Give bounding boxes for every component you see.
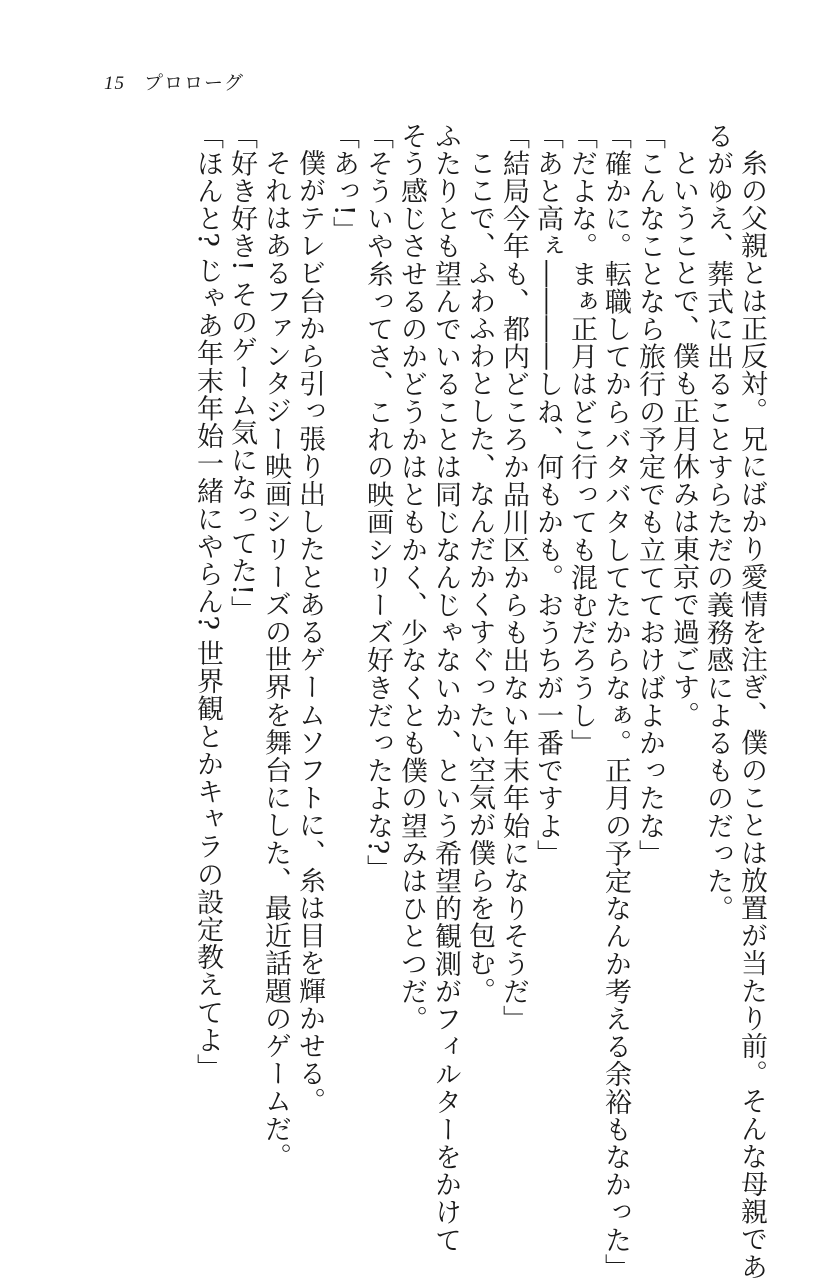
text-line: そう感じさせるのかどうかはともかく、少なくとも僕の望みはひとつだ。	[396, 122, 427, 1033]
text-line: 僕がテレビ台から引っ張り出したとあるゲームソフトに、糸は目を輝かせる。	[294, 149, 325, 1115]
page-number: 15	[104, 73, 125, 94]
chapter-title: プロローグ	[144, 72, 245, 94]
text-line: ふたりとも望んでいることは同じなんじゃないか、という希望的観測がフィルターをかけて	[430, 122, 461, 1254]
text-line: 「確かに。転職してからバタバタしてたからなぁ。正月の予定なんか考える余裕もなかった」	[600, 122, 631, 1281]
text-line: 「だよな。まぁ正月はどこ行っても混むだろうし」	[566, 122, 597, 757]
text-line: 「あと高ぇ――――しね、何もかも。おうちが一番ですよ」	[532, 122, 563, 868]
text-line: 「好き好き! そのゲーム気になってた!」	[226, 122, 257, 624]
text-line: ということで、僕も正月休みは東京で過ごす。	[668, 149, 699, 729]
text-line: 「こんなことなら旅行の予定でも立てておけばよかったな」	[634, 122, 665, 868]
text-line: 「あっ!」	[328, 122, 359, 244]
text-line: るがゆえ、葬式に出ることすらただの義務感によるものだった。	[702, 122, 733, 923]
text-line: それはあるファンタジー映画シリーズの世界を舞台にした、最近話題のゲームだ。	[260, 149, 291, 1171]
text-line: ここで、ふわふわとした、なんだかくすぐったい空気が僕らを包む。	[464, 149, 495, 1005]
running-header	[104, 68, 244, 95]
text-line: 「結局今年も、都内どころか品川区からも出ない年末年始になりそうだ」	[498, 122, 529, 1033]
vertical-body-text	[190, 122, 768, 1281]
text-line: 「そういや糸ってさ、これの映画シリーズ好きだったよな?」	[362, 122, 393, 883]
text-line: 「ほんと? じゃあ年末年始一緒にやらん? 世界観とかキャラの設定教えてよ」	[192, 122, 223, 1082]
text-line: 糸の父親とは正反対。兄にばかり愛情を注ぎ、僕のことは放置が当たり前。そんな母親であ	[736, 149, 767, 1281]
